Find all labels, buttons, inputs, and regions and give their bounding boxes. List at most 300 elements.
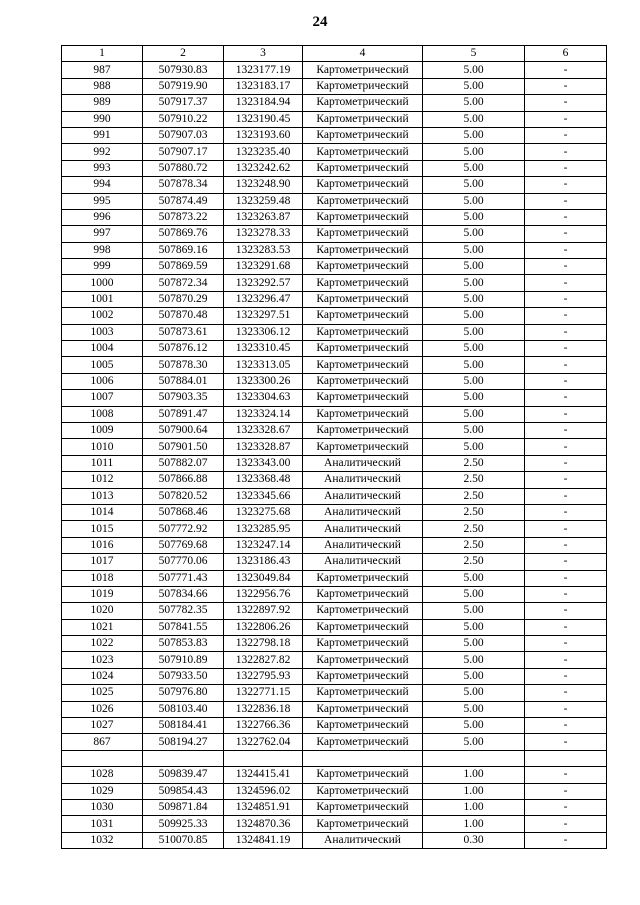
table-row: [62, 586, 607, 602]
table-cell: 1006: [62, 373, 143, 389]
table-cell: 987: [62, 62, 143, 78]
table-cell: -: [525, 111, 607, 127]
table-cell: -: [525, 78, 607, 94]
table-cell: 507876.12: [143, 341, 224, 357]
table-cell: Картометрический: [303, 406, 423, 422]
table-cell: Картометрический: [303, 78, 423, 94]
table-cell: -: [525, 734, 607, 750]
table-cell: 507933.50: [143, 668, 224, 684]
table-cell: 1322795.93: [224, 668, 303, 684]
table-cell: 508103.40: [143, 701, 224, 717]
table-cell: 1025: [62, 685, 143, 701]
table-cell: 507917.37: [143, 95, 224, 111]
table-cell: -: [525, 783, 607, 799]
table-cell: 5.00: [423, 62, 525, 78]
table-cell: 2.50: [423, 488, 525, 504]
table-cell: -: [525, 127, 607, 143]
table-cell: 1323177.19: [224, 62, 303, 78]
table-cell: 1002: [62, 308, 143, 324]
table-cell: 507769.68: [143, 537, 224, 553]
table-cell: Картометрический: [303, 95, 423, 111]
table-cell: 507820.52: [143, 488, 224, 504]
table-cell: Картометрический: [303, 111, 423, 127]
table-row: [62, 636, 607, 652]
column-header: 1: [62, 46, 143, 62]
table-cell: 1009: [62, 422, 143, 438]
table-cell: 5.00: [423, 144, 525, 160]
table-cell: -: [525, 357, 607, 373]
table-cell: Картометрический: [303, 324, 423, 340]
table-cell: -: [525, 816, 607, 832]
table-cell: 1323285.95: [224, 521, 303, 537]
column-header: 4: [303, 46, 423, 62]
table-cell: 1323328.67: [224, 422, 303, 438]
table-cell: 2.50: [423, 472, 525, 488]
table-cell: 1022: [62, 636, 143, 652]
table-row: [62, 554, 607, 570]
table-cell: 507868.46: [143, 504, 224, 520]
table-cell: [143, 750, 224, 766]
table-cell: Картометрический: [303, 422, 423, 438]
table-row: [62, 144, 607, 160]
table-row: [62, 455, 607, 471]
table-cell: 5.00: [423, 390, 525, 406]
table-cell: Картометрический: [303, 816, 423, 832]
table-cell: Картометрический: [303, 439, 423, 455]
table-row: [62, 750, 607, 766]
table-cell: 5.00: [423, 209, 525, 225]
table-cell: 5.00: [423, 324, 525, 340]
table-cell: 507907.17: [143, 144, 224, 160]
table-cell: 1021: [62, 619, 143, 635]
table-row: [62, 537, 607, 553]
table-cell: 988: [62, 78, 143, 94]
table-cell: Аналитический: [303, 455, 423, 471]
column-header: 3: [224, 46, 303, 62]
table-cell: 2.50: [423, 537, 525, 553]
table-cell: 509925.33: [143, 816, 224, 832]
table-cell: 2.50: [423, 504, 525, 520]
table-cell: 993: [62, 160, 143, 176]
table-cell: 5.00: [423, 275, 525, 291]
table-cell: 5.00: [423, 242, 525, 258]
table-cell: 5.00: [423, 341, 525, 357]
table-cell: 507853.83: [143, 636, 224, 652]
table-cell: -: [525, 324, 607, 340]
table-cell: -: [525, 504, 607, 520]
table-cell: 1323328.87: [224, 439, 303, 455]
table-cell: 5.00: [423, 95, 525, 111]
table-row: [62, 422, 607, 438]
table-cell: 507884.01: [143, 373, 224, 389]
table-cell: 1323242.62: [224, 160, 303, 176]
table-row: [62, 767, 607, 783]
table-row: [62, 160, 607, 176]
table-cell: Картометрический: [303, 144, 423, 160]
table-cell: -: [525, 275, 607, 291]
table-cell: 990: [62, 111, 143, 127]
table-cell: -: [525, 521, 607, 537]
table-cell: 507870.48: [143, 308, 224, 324]
table-row: [62, 472, 607, 488]
table-cell: -: [525, 177, 607, 193]
table-cell: 1020: [62, 603, 143, 619]
table-cell: 5.00: [423, 160, 525, 176]
table-cell: 1323343.00: [224, 455, 303, 471]
table-cell: Аналитический: [303, 472, 423, 488]
table-cell: 507866.88: [143, 472, 224, 488]
table-cell: Картометрический: [303, 291, 423, 307]
table-cell: 1323193.60: [224, 127, 303, 143]
table-cell: Картометрический: [303, 570, 423, 586]
table-cell: 1010: [62, 439, 143, 455]
table-body: [62, 62, 607, 849]
table-cell: 5.00: [423, 177, 525, 193]
table-cell: 867: [62, 734, 143, 750]
table-cell: 1031: [62, 816, 143, 832]
table-cell: 507930.83: [143, 62, 224, 78]
table-cell: -: [525, 341, 607, 357]
table-cell: -: [525, 832, 607, 848]
table-cell: 5.00: [423, 619, 525, 635]
table-cell: 1323184.94: [224, 95, 303, 111]
table-cell: 1323278.33: [224, 226, 303, 242]
table-cell: 5.00: [423, 603, 525, 619]
table-cell: -: [525, 390, 607, 406]
table-cell: 5.00: [423, 636, 525, 652]
table-cell: Картометрический: [303, 390, 423, 406]
table-cell: 1322771.15: [224, 685, 303, 701]
table-cell: Картометрический: [303, 767, 423, 783]
table-cell: Картометрический: [303, 603, 423, 619]
table-cell: -: [525, 718, 607, 734]
table-row: [62, 406, 607, 422]
table-cell: 507841.55: [143, 619, 224, 635]
table-cell: 1026: [62, 701, 143, 717]
table-cell: Аналитический: [303, 504, 423, 520]
table-cell: -: [525, 619, 607, 635]
table-cell: 507782.35: [143, 603, 224, 619]
table-cell: 1018: [62, 570, 143, 586]
table-cell: 1322806.26: [224, 619, 303, 635]
table-cell: 5.00: [423, 668, 525, 684]
table-cell: 1324851.91: [224, 799, 303, 815]
table-row: [62, 799, 607, 815]
table-cell: 507874.49: [143, 193, 224, 209]
table-row: [62, 308, 607, 324]
table-cell: 507976.80: [143, 685, 224, 701]
table-cell: -: [525, 668, 607, 684]
table-cell: -: [525, 259, 607, 275]
table-cell: Картометрический: [303, 160, 423, 176]
table-cell: 1016: [62, 537, 143, 553]
table-cell: 508194.27: [143, 734, 224, 750]
table-cell: 5.00: [423, 570, 525, 586]
page-number: 24: [312, 14, 328, 30]
table-cell: 1017: [62, 554, 143, 570]
table-row: [62, 226, 607, 242]
table-row: [62, 439, 607, 455]
table-cell: 507770.06: [143, 554, 224, 570]
table-row: [62, 603, 607, 619]
table-cell: 507878.30: [143, 357, 224, 373]
table-cell: 1322956.76: [224, 586, 303, 602]
table-cell: Картометрический: [303, 783, 423, 799]
table-cell: -: [525, 95, 607, 111]
table-cell: 508184.41: [143, 718, 224, 734]
table-cell: Картометрический: [303, 357, 423, 373]
table-cell: 507834.66: [143, 586, 224, 602]
table-cell: 989: [62, 95, 143, 111]
table-cell: 998: [62, 242, 143, 258]
table-cell: 507870.29: [143, 291, 224, 307]
table-cell: 507882.07: [143, 455, 224, 471]
table-cell: [224, 750, 303, 766]
table-row: [62, 177, 607, 193]
table-cell: 1322798.18: [224, 636, 303, 652]
table-row: [62, 357, 607, 373]
table-cell: 507880.72: [143, 160, 224, 176]
table-cell: 1323049.84: [224, 570, 303, 586]
table-cell: -: [525, 472, 607, 488]
table-cell: 1323304.63: [224, 390, 303, 406]
table-row: [62, 341, 607, 357]
table-cell: 507873.22: [143, 209, 224, 225]
table-cell: 1323368.48: [224, 472, 303, 488]
table-cell: 1007: [62, 390, 143, 406]
table-cell: -: [525, 537, 607, 553]
table-cell: [303, 750, 423, 766]
table-cell: 509839.47: [143, 767, 224, 783]
table-cell: -: [525, 799, 607, 815]
table-cell: 1003: [62, 324, 143, 340]
table-row: [62, 209, 607, 225]
table-cell: 1322827.82: [224, 652, 303, 668]
table-cell: 1324870.36: [224, 816, 303, 832]
table-cell: Картометрический: [303, 636, 423, 652]
table-row: [62, 701, 607, 717]
table-cell: 5.00: [423, 291, 525, 307]
table-cell: 1028: [62, 767, 143, 783]
table-cell: Картометрический: [303, 373, 423, 389]
table-cell: 1323235.40: [224, 144, 303, 160]
table-cell: 5.00: [423, 406, 525, 422]
table-row: [62, 685, 607, 701]
table-cell: 5.00: [423, 373, 525, 389]
table-cell: 1024: [62, 668, 143, 684]
table-cell: 1323297.51: [224, 308, 303, 324]
table-row: [62, 373, 607, 389]
table-cell: Картометрический: [303, 209, 423, 225]
table-cell: 1322762.04: [224, 734, 303, 750]
table-cell: 507771.43: [143, 570, 224, 586]
table-cell: 1014: [62, 504, 143, 520]
table-cell: -: [525, 226, 607, 242]
table-header-row: [62, 46, 607, 62]
table-cell: 507891.47: [143, 406, 224, 422]
table-cell: 1322766.36: [224, 718, 303, 734]
table-cell: 1323248.90: [224, 177, 303, 193]
table-cell: 1032: [62, 832, 143, 848]
table-cell: 1323345.66: [224, 488, 303, 504]
table-cell: 5.00: [423, 193, 525, 209]
table-cell: 507900.64: [143, 422, 224, 438]
table-row: [62, 488, 607, 504]
table-row: [62, 668, 607, 684]
table-cell: 5.00: [423, 439, 525, 455]
table-cell: 5.00: [423, 685, 525, 701]
table-cell: -: [525, 701, 607, 717]
table-row: [62, 62, 607, 78]
table-cell: 2.50: [423, 521, 525, 537]
table-cell: 996: [62, 209, 143, 225]
table-cell: 1011: [62, 455, 143, 471]
table-cell: 1323310.45: [224, 341, 303, 357]
table-cell: Картометрический: [303, 619, 423, 635]
table-row: [62, 390, 607, 406]
table-cell: Картометрический: [303, 734, 423, 750]
table-cell: 1323291.68: [224, 259, 303, 275]
table-cell: 5.00: [423, 259, 525, 275]
table-cell: 507772.92: [143, 521, 224, 537]
table-cell: 507910.22: [143, 111, 224, 127]
table-row: [62, 111, 607, 127]
table-cell: 1027: [62, 718, 143, 734]
table-cell: 1.00: [423, 767, 525, 783]
table-cell: 1.00: [423, 799, 525, 815]
table-cell: -: [525, 144, 607, 160]
table-row: [62, 619, 607, 635]
table-cell: 509871.84: [143, 799, 224, 815]
table-row: [62, 734, 607, 750]
table-cell: 991: [62, 127, 143, 143]
table-cell: 997: [62, 226, 143, 242]
table-cell: -: [525, 373, 607, 389]
table-cell: 5.00: [423, 652, 525, 668]
table-cell: 5.00: [423, 701, 525, 717]
table-cell: -: [525, 406, 607, 422]
table-cell: -: [525, 209, 607, 225]
table-cell: 5.00: [423, 357, 525, 373]
table-cell: 507878.34: [143, 177, 224, 193]
table-row: [62, 832, 607, 848]
table-cell: Картометрический: [303, 685, 423, 701]
table-cell: 994: [62, 177, 143, 193]
table-cell: 1323296.47: [224, 291, 303, 307]
table-cell: 1322836.18: [224, 701, 303, 717]
table-cell: 1019: [62, 586, 143, 602]
table-row: [62, 570, 607, 586]
table-cell: -: [525, 554, 607, 570]
table-cell: -: [525, 636, 607, 652]
table-cell: -: [525, 767, 607, 783]
table-cell: Картометрический: [303, 127, 423, 143]
table-cell: 507910.89: [143, 652, 224, 668]
table-cell: 1323292.57: [224, 275, 303, 291]
table-cell: 507869.76: [143, 226, 224, 242]
table-row: [62, 521, 607, 537]
column-header: 2: [143, 46, 224, 62]
table-cell: 0.30: [423, 832, 525, 848]
table-cell: Аналитический: [303, 488, 423, 504]
table-cell: 2.50: [423, 554, 525, 570]
table-cell: [423, 750, 525, 766]
table-cell: 5.00: [423, 127, 525, 143]
table-cell: 2.50: [423, 455, 525, 471]
table-cell: Картометрический: [303, 701, 423, 717]
table-cell: 1323300.26: [224, 373, 303, 389]
table-row: [62, 718, 607, 734]
table-cell: -: [525, 242, 607, 258]
table-cell: Картометрический: [303, 341, 423, 357]
table-row: [62, 291, 607, 307]
table-cell: 1324415.41: [224, 767, 303, 783]
table-cell: -: [525, 439, 607, 455]
table-cell: 5.00: [423, 226, 525, 242]
table-cell: 1323259.48: [224, 193, 303, 209]
table-cell: -: [525, 422, 607, 438]
table-cell: 5.00: [423, 78, 525, 94]
table-cell: Аналитический: [303, 832, 423, 848]
table-cell: 1323275.68: [224, 504, 303, 520]
table-cell: Картометрический: [303, 652, 423, 668]
table-cell: 992: [62, 144, 143, 160]
table-row: [62, 259, 607, 275]
table-cell: -: [525, 62, 607, 78]
table-cell: 1023: [62, 652, 143, 668]
table-cell: 5.00: [423, 718, 525, 734]
table-cell: [525, 750, 607, 766]
table-cell: Картометрический: [303, 177, 423, 193]
table-cell: -: [525, 603, 607, 619]
column-header: 6: [525, 46, 607, 62]
table-cell: 1323306.12: [224, 324, 303, 340]
table-cell: Картометрический: [303, 275, 423, 291]
table-cell: -: [525, 455, 607, 471]
table-cell: -: [525, 308, 607, 324]
table-cell: 5.00: [423, 586, 525, 602]
table-cell: Аналитический: [303, 537, 423, 553]
table-cell: 5.00: [423, 734, 525, 750]
table-cell: Картометрический: [303, 62, 423, 78]
table-cell: 1323313.05: [224, 357, 303, 373]
table-cell: 1.00: [423, 783, 525, 799]
table-cell: 1323263.87: [224, 209, 303, 225]
table-cell: 1323190.45: [224, 111, 303, 127]
table-row: [62, 816, 607, 832]
table-cell: Картометрический: [303, 226, 423, 242]
table-cell: -: [525, 685, 607, 701]
table-cell: 1030: [62, 799, 143, 815]
table-cell: 999: [62, 259, 143, 275]
table-cell: Аналитический: [303, 521, 423, 537]
table-cell: 1029: [62, 783, 143, 799]
table-cell: 1323183.17: [224, 78, 303, 94]
table-cell: -: [525, 488, 607, 504]
table-cell: Картометрический: [303, 308, 423, 324]
table-cell: 1323247.14: [224, 537, 303, 553]
table-cell: -: [525, 160, 607, 176]
table-cell: 1324596.02: [224, 783, 303, 799]
table-cell: Картометрический: [303, 259, 423, 275]
table-cell: 1.00: [423, 816, 525, 832]
table-cell: 1001: [62, 291, 143, 307]
table-cell: 1005: [62, 357, 143, 373]
table-cell: Картометрический: [303, 242, 423, 258]
table-row: [62, 275, 607, 291]
table-cell: 1004: [62, 341, 143, 357]
table-cell: 507872.34: [143, 275, 224, 291]
